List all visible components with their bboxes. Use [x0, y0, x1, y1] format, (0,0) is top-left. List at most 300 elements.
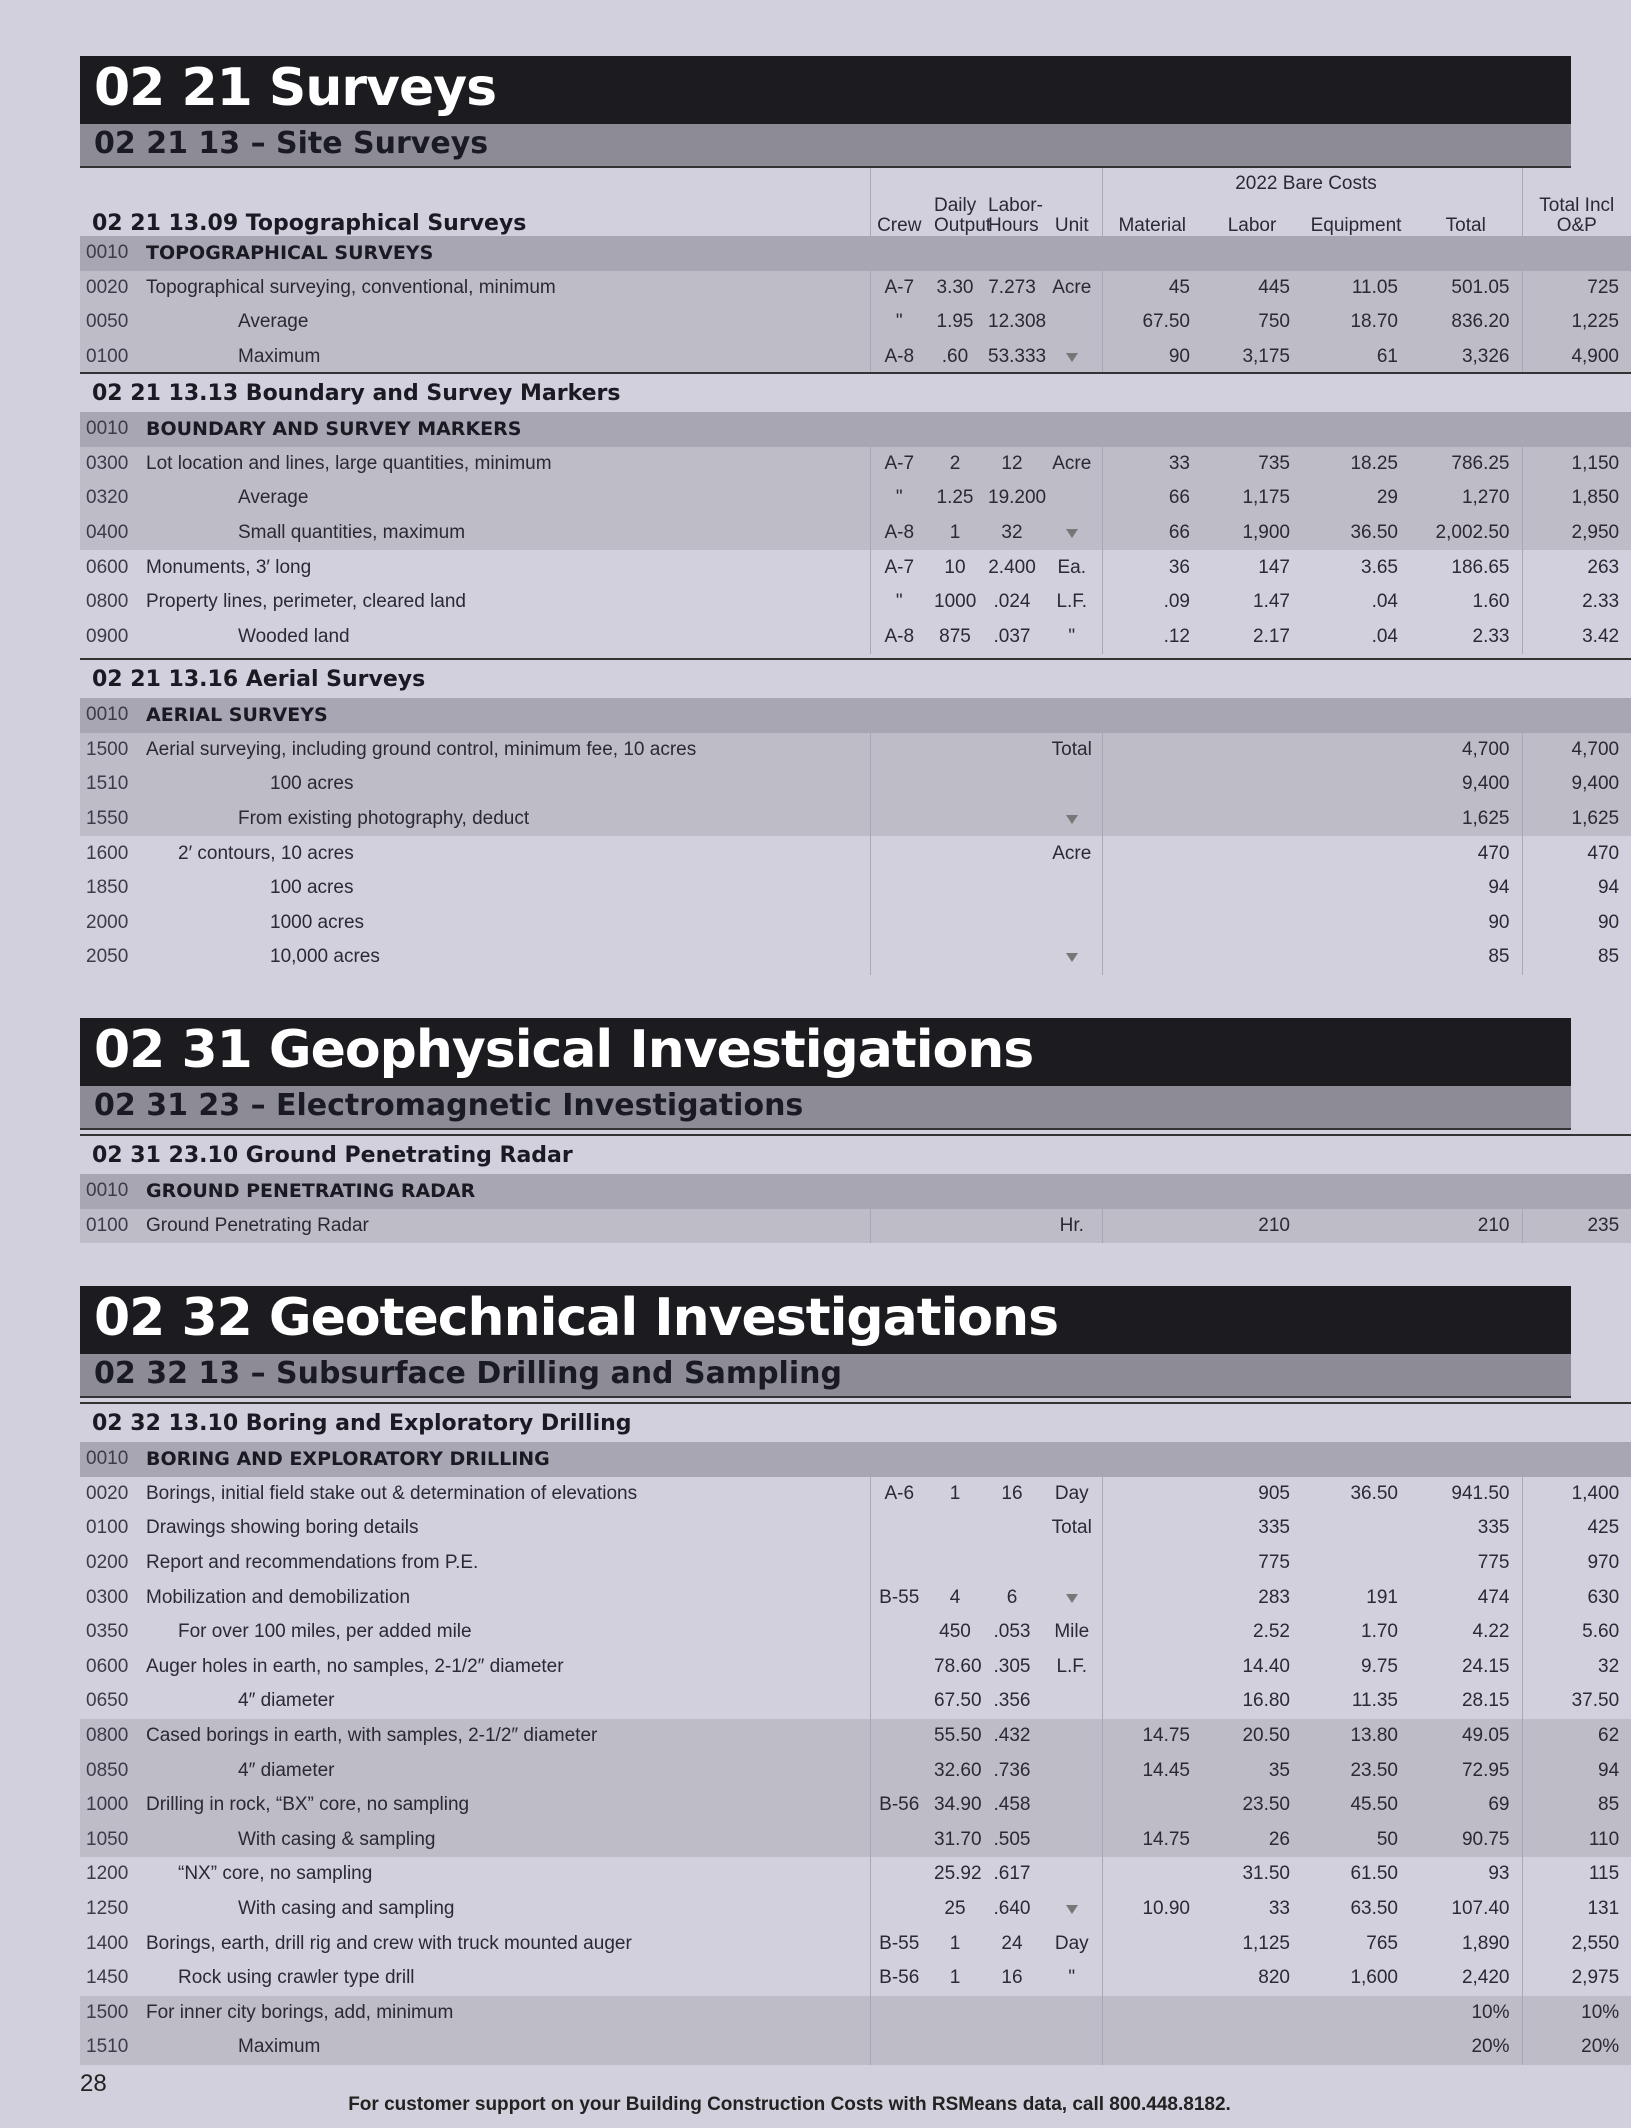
cell-material: 36 [1102, 550, 1202, 585]
subdivision-heading [80, 1086, 1571, 1130]
cell-description: From existing photography, deduct [140, 802, 870, 837]
cell-labor-hours: .053 [993, 1621, 1031, 1643]
cell-equipment [1302, 836, 1410, 871]
division-heading [80, 1286, 1571, 1354]
cell-labor-hours [982, 733, 1042, 768]
cell-total: 85 [1488, 946, 1510, 968]
cell-crew [870, 1615, 928, 1650]
col-labor-label: Labor [1227, 215, 1277, 237]
cell-labor: 735 [1202, 447, 1302, 482]
cell-description: “NX” core, no sampling [178, 1863, 373, 1885]
cell-labor-hours [982, 236, 1042, 271]
cell-material [1102, 1477, 1202, 1512]
cell-labor: 147 [1258, 556, 1290, 578]
cell-labor-hours [982, 1209, 1042, 1244]
cell-unit [1042, 1580, 1102, 1615]
cell-material [1102, 236, 1202, 271]
cell-material: 45 [1102, 271, 1202, 306]
cell-equipment: 9.75 [1361, 1655, 1398, 1677]
cell-line-number: 0010 [80, 698, 140, 733]
cell-line-number: 1400 [86, 1932, 129, 1954]
cell-unit [1042, 516, 1102, 551]
cell-total-op: 4,700 [1522, 733, 1631, 768]
cell-daily-output [928, 1209, 982, 1244]
cell-labor: 16.80 [1242, 1690, 1290, 1712]
cell-labor: 283 [1258, 1586, 1290, 1608]
cell-equipment: .04 [1371, 591, 1398, 613]
cell-daily-output: 34.90 [928, 1788, 982, 1823]
cell-labor: 3,175 [1202, 340, 1302, 375]
cell-equipment [1302, 906, 1410, 941]
cell-daily-output [928, 1442, 982, 1477]
cell-labor [1202, 1996, 1302, 2031]
cell-labor [1202, 767, 1302, 802]
table-row [80, 271, 1631, 306]
cell-equipment [1302, 940, 1410, 975]
cell-crew: A-8 [870, 516, 928, 551]
cell-unit [1042, 481, 1102, 516]
table-row [80, 698, 1631, 733]
cell-crew: A-8 [870, 620, 928, 655]
subdivision-heading [80, 1354, 1571, 1398]
cell-material [1102, 1926, 1202, 1961]
cell-labor: 905 [1258, 1482, 1290, 1504]
cell-crew [870, 836, 928, 871]
cell-equipment [1302, 767, 1410, 802]
cell-unit [1042, 940, 1102, 975]
cell-unit [1042, 1996, 1102, 2031]
cell-total: 1,890 [1461, 1932, 1510, 1954]
cell-line-number: 1250 [86, 1898, 129, 1920]
cell-labor-hours [982, 2030, 1042, 2065]
cell-labor-hours: .640 [993, 1898, 1031, 1920]
cell-crew [870, 236, 928, 271]
cell-daily-output [928, 1511, 982, 1546]
cell-daily-output: 1 [928, 516, 982, 551]
table-row [80, 516, 1631, 551]
cell-crew: " [870, 585, 928, 620]
cell-unit [1042, 802, 1102, 837]
cell-line-number: 1000 [80, 1788, 140, 1823]
cell-line-number: 0650 [86, 1690, 129, 1712]
cell-crew: B-56 [870, 1961, 928, 1996]
cell-crew: A-7 [870, 271, 928, 306]
cell-labor: 1.47 [1253, 591, 1290, 613]
cell-crew [870, 1209, 928, 1244]
cell-total-op: 470 [1522, 836, 1631, 871]
section-header-row [80, 1135, 1631, 1174]
section-header-row [80, 1403, 1631, 1442]
cell-daily-output [928, 698, 982, 733]
cell-crew: B-55 [870, 1926, 928, 1961]
cell-total: 69 [1410, 1788, 1522, 1823]
cell-unit [1042, 1788, 1102, 1823]
cell-material [1102, 1961, 1202, 1996]
col-total-op: Total Incl O&P [1522, 168, 1631, 236]
cell-line-number: 0600 [86, 1655, 129, 1677]
cell-material: 67.50 [1102, 305, 1202, 340]
table-row [80, 236, 1631, 271]
cell-description: Lot location and lines, large quantities, minimum [140, 447, 870, 482]
cell-total-op [1522, 698, 1631, 733]
table-row [80, 585, 1631, 620]
cell-crew [870, 767, 928, 802]
cell-daily-output [928, 940, 982, 975]
cell-daily-output: .60 [928, 340, 982, 375]
cell-daily-output: 3.30 [928, 271, 982, 306]
table-row [80, 447, 1631, 482]
cell-line-number: 1510 [80, 2030, 140, 2065]
cell-labor-hours: 19.200 [982, 481, 1042, 516]
cell-equipment: 45.50 [1302, 1788, 1410, 1823]
table-row [80, 836, 1631, 871]
cell-labor-hours: .432 [982, 1719, 1042, 1754]
section-title: 02 32 13.10 Boring and Exploratory Drilling [80, 1403, 1631, 1442]
cell-daily-output [928, 906, 982, 941]
cell-material [1102, 698, 1202, 733]
cell-labor [1202, 2030, 1302, 2065]
cell-total [1410, 236, 1522, 271]
cell-equipment: 23.50 [1302, 1753, 1410, 1788]
col-daily-output: Daily Output [934, 195, 992, 237]
cell-material: .12 [1102, 620, 1202, 655]
cell-daily-output [928, 236, 982, 271]
cell-labor [1202, 1442, 1302, 1477]
cell-crew [870, 1753, 928, 1788]
cell-labor: 33 [1268, 1898, 1290, 1920]
cell-crew [870, 1996, 928, 2031]
cell-description: Report and recommendations from P.E. [146, 1552, 479, 1574]
cell-total-op: 1,625 [1522, 802, 1631, 837]
table-row [80, 1996, 1631, 2031]
table-row [80, 305, 1631, 340]
cell-labor: 26 [1202, 1823, 1302, 1858]
cell-labor [1202, 871, 1302, 906]
cell-total-op: 1,400 [1522, 1477, 1631, 1512]
cell-total: 335 [1477, 1517, 1510, 1539]
cell-crew [870, 2030, 928, 2065]
cell-line-number: 0300 [80, 447, 140, 482]
cell-line-number: 1500 [80, 1996, 140, 2031]
table-row [80, 940, 1631, 975]
cell-total: 4,700 [1410, 733, 1522, 768]
cell-labor: 750 [1202, 305, 1302, 340]
cell-description: 1000 acres [270, 911, 365, 933]
cell-material [1102, 1615, 1202, 1650]
cell-material [1102, 1684, 1202, 1719]
cell-equipment [1302, 1546, 1410, 1581]
table-row [80, 733, 1631, 768]
table-row [80, 1719, 1631, 1754]
cell-material [1102, 1650, 1202, 1685]
cell-daily-output [928, 871, 982, 906]
cell-labor: 210 [1202, 1209, 1302, 1244]
cell-equipment: 3.65 [1361, 556, 1398, 578]
cell-total-op [1522, 1442, 1631, 1477]
cell-line-number: 0050 [80, 305, 140, 340]
cell-labor [1202, 906, 1302, 941]
cell-crew [870, 1650, 928, 1685]
cell-material [1102, 412, 1202, 447]
cell-total: 1,625 [1410, 802, 1522, 837]
cell-line-number: 1600 [86, 842, 129, 864]
cell-description: Average [140, 305, 870, 340]
col-bare-costs: 2022 Bare Costs [1235, 173, 1377, 194]
cell-total: 9,400 [1410, 767, 1522, 802]
cell-labor [1202, 1174, 1302, 1209]
cell-total: 10% [1410, 1996, 1522, 2031]
cell-total: 1.60 [1472, 591, 1510, 613]
cell-total-op: 2,975 [1522, 1961, 1631, 1996]
cell-labor-hours: .305 [993, 1655, 1031, 1677]
cell-labor-hours: 32 [982, 516, 1042, 551]
cell-material: 14.45 [1102, 1753, 1202, 1788]
cell-daily-output [928, 733, 982, 768]
cell-description: For over 100 miles, per added mile [178, 1621, 472, 1643]
cell-daily-output: 1.25 [928, 481, 982, 516]
cell-unit: " [1068, 1967, 1076, 1989]
down-arrow-icon [1066, 815, 1078, 824]
cell-crew [870, 1546, 928, 1581]
table-row [80, 906, 1631, 941]
cell-total-op: 94 [1522, 871, 1631, 906]
col-crew: Crew [870, 168, 928, 236]
cell-line-number: 1510 [80, 767, 140, 802]
cell-total [1410, 698, 1522, 733]
cell-crew: B-55 [870, 1580, 928, 1615]
section-header-row [80, 659, 1631, 698]
cell-labor: 14.40 [1242, 1655, 1290, 1677]
cell-total: 90.75 [1410, 1823, 1522, 1858]
subdivision-title: 02 31 23 – Electromagnetic Investigations [94, 1088, 804, 1123]
cell-daily-output: 78.60 [934, 1655, 982, 1677]
cell-labor-hours: 16 [1001, 1967, 1023, 1989]
cell-equipment: 18.70 [1302, 305, 1410, 340]
cell-description: Borings, earth, drill rig and crew with truck mounted auger [146, 1932, 632, 1954]
cell-unit [1042, 1684, 1102, 1719]
cell-total-op: 3.42 [1522, 620, 1631, 655]
cell-line-number: 1450 [86, 1967, 129, 1989]
cell-crew: A-6 [870, 1477, 928, 1512]
cell-equipment [1302, 236, 1410, 271]
cell-daily-output [928, 802, 982, 837]
cell-unit [1042, 236, 1102, 271]
table-row [80, 1209, 1631, 1244]
cell-total-op [1522, 1174, 1631, 1209]
cell-labor: 1,125 [1242, 1932, 1290, 1954]
table-row [80, 1823, 1631, 1858]
cell-total-op: 110 [1522, 1823, 1631, 1858]
cell-equipment [1302, 1442, 1410, 1477]
cell-equipment: 36.50 [1302, 516, 1410, 551]
cost-table-topo [80, 236, 1631, 374]
cell-material [1102, 1511, 1202, 1546]
cell-equipment [1302, 698, 1410, 733]
cell-labor-hours [982, 1546, 1042, 1581]
section-title: 02 21 13.16 Aerial Surveys [80, 659, 1631, 698]
cell-line-number: 0400 [80, 516, 140, 551]
cell-unit [1042, 1442, 1102, 1477]
cell-labor-hours: 16 [1001, 1482, 1023, 1504]
cell-labor: 1,900 [1202, 516, 1302, 551]
cell-line-number: 0850 [80, 1753, 140, 1788]
cell-crew [870, 1511, 928, 1546]
cell-unit [1042, 305, 1102, 340]
section-title: 02 21 13.13 Boundary and Survey Markers [80, 373, 1631, 412]
cell-total-op: 32 [1522, 1650, 1631, 1685]
cell-equipment: 13.80 [1302, 1719, 1410, 1754]
cell-description: Mobilization and demobilization [146, 1586, 411, 1608]
cell-total-op: 37.50 [1522, 1684, 1631, 1719]
division-title: 02 32 Geotechnical Investigations [94, 1288, 1059, 1348]
cell-labor-hours [982, 906, 1042, 941]
cell-labor [1202, 698, 1302, 733]
cell-daily-output: 1 [949, 1967, 961, 1989]
cell-total: 90 [1488, 911, 1510, 933]
cell-unit [1042, 1719, 1102, 1754]
cell-unit: Day [1054, 1482, 1089, 1504]
cell-description: Drawings showing boring details [146, 1517, 419, 1539]
cell-crew: A-7 [870, 550, 928, 585]
cell-crew [870, 802, 928, 837]
cell-description: BORING AND EXPLORATORY DRILLING [140, 1442, 870, 1477]
cell-description: For inner city borings, add, minimum [140, 1996, 870, 2031]
cell-material: 66 [1102, 516, 1202, 551]
page-number: 28 [80, 2070, 107, 2097]
cell-crew [870, 1719, 928, 1754]
cell-daily-output: 2 [928, 447, 982, 482]
cell-total: 1,270 [1410, 481, 1522, 516]
cell-unit: " [1068, 625, 1076, 647]
cell-total-op: 1,225 [1522, 305, 1631, 340]
cell-equipment [1302, 733, 1410, 768]
cell-unit [1042, 698, 1102, 733]
cell-line-number: 0010 [80, 1174, 140, 1209]
cell-daily-output: 450 [939, 1621, 971, 1643]
cell-crew [870, 1442, 928, 1477]
cell-labor-hours [982, 412, 1042, 447]
cell-labor-hours: 7.273 [982, 271, 1042, 306]
cell-daily-output: 31.70 [928, 1823, 982, 1858]
cell-labor: 35 [1202, 1753, 1302, 1788]
cell-line-number: 0300 [86, 1586, 129, 1608]
cell-description: BOUNDARY AND SURVEY MARKERS [140, 412, 870, 447]
cell-equipment: 36.50 [1350, 1482, 1398, 1504]
down-arrow-icon [1066, 353, 1078, 362]
cell-total-op: 2,550 [1522, 1926, 1631, 1961]
cell-labor [1202, 236, 1302, 271]
cell-total: 186.65 [1451, 556, 1510, 578]
cell-daily-output: 875 [939, 625, 971, 647]
section-title: 02 31 23.10 Ground Penetrating Radar [80, 1135, 1631, 1174]
table-row [80, 1926, 1631, 1961]
cell-line-number: 1550 [80, 802, 140, 837]
table-row [80, 481, 1631, 516]
subdivision-title: 02 32 13 – Subsurface Drilling and Sampling [94, 1356, 842, 1391]
cell-unit [1042, 906, 1102, 941]
cell-unit [1042, 767, 1102, 802]
cell-unit: Total [1051, 1517, 1092, 1539]
cell-crew [870, 940, 928, 975]
cell-unit [1042, 1857, 1102, 1892]
cell-labor [1202, 412, 1302, 447]
division-title: 02 31 Geophysical Investigations [94, 1020, 1034, 1080]
cell-labor-hours: .736 [982, 1753, 1042, 1788]
cell-daily-output [928, 412, 982, 447]
table-row [80, 1788, 1631, 1823]
cell-unit [1042, 412, 1102, 447]
cell-total-op: 725 [1522, 271, 1631, 306]
cell-material [1102, 940, 1202, 975]
cell-total-op: 115 [1522, 1857, 1631, 1892]
cell-labor: 20.50 [1202, 1719, 1302, 1754]
table-row [80, 620, 1631, 655]
cell-total: 470 [1477, 842, 1510, 864]
cell-equipment: .04 [1371, 625, 1398, 647]
cell-line-number: 1200 [86, 1863, 129, 1885]
cell-labor-hours [982, 698, 1042, 733]
cell-crew [870, 1684, 928, 1719]
cell-crew: B-56 [870, 1788, 928, 1823]
cell-material [1102, 733, 1202, 768]
cost-table-boring [80, 1402, 1631, 2065]
table-row [80, 767, 1631, 802]
cell-description: With casing & sampling [140, 1823, 870, 1858]
cell-labor-hours [982, 1996, 1042, 2031]
cell-total-op: 5.60 [1522, 1615, 1631, 1650]
cell-equipment [1302, 1174, 1410, 1209]
cell-total: 836.20 [1410, 305, 1522, 340]
cell-total [1410, 1174, 1522, 1209]
table-row [80, 1477, 1631, 1512]
cell-total: 474 [1477, 1586, 1510, 1608]
cell-labor [1202, 733, 1302, 768]
cell-line-number: 0010 [80, 1442, 140, 1477]
cell-total-op: 20% [1522, 2030, 1631, 2065]
cell-equipment: 29 [1302, 481, 1410, 516]
cell-daily-output: 10 [944, 556, 966, 578]
cell-description: 10,000 acres [270, 946, 380, 968]
cell-equipment [1302, 1209, 1410, 1244]
cell-labor: 2.52 [1253, 1621, 1290, 1643]
table-row [80, 2030, 1631, 2065]
cell-daily-output [928, 2030, 982, 2065]
cell-total-op: 62 [1522, 1719, 1631, 1754]
cell-total: 93 [1488, 1863, 1510, 1885]
cell-equipment: 11.35 [1351, 1690, 1398, 1712]
cost-table-boundary [80, 372, 1631, 654]
cell-daily-output [928, 1174, 982, 1209]
cell-description: 4″ diameter [238, 1690, 335, 1712]
cell-unit: Mile [1054, 1621, 1090, 1643]
table-row [80, 1753, 1631, 1788]
cell-total: 24.15 [1461, 1655, 1510, 1677]
cell-crew: " [870, 481, 928, 516]
cell-material [1102, 1857, 1202, 1892]
cell-equipment: 61 [1302, 340, 1410, 375]
cell-labor-hours: 12 [982, 447, 1042, 482]
cell-total-op [1522, 412, 1631, 447]
cell-labor-hours: .024 [993, 591, 1031, 613]
section-header-row [80, 373, 1631, 412]
cell-crew [870, 1857, 928, 1892]
cell-unit: Acre [1042, 271, 1102, 306]
cell-labor: 775 [1258, 1552, 1290, 1574]
cell-unit [1042, 2030, 1102, 2065]
cell-total: 210 [1410, 1209, 1522, 1244]
table-row [80, 1684, 1631, 1719]
cell-total-op: 85 [1522, 940, 1631, 975]
